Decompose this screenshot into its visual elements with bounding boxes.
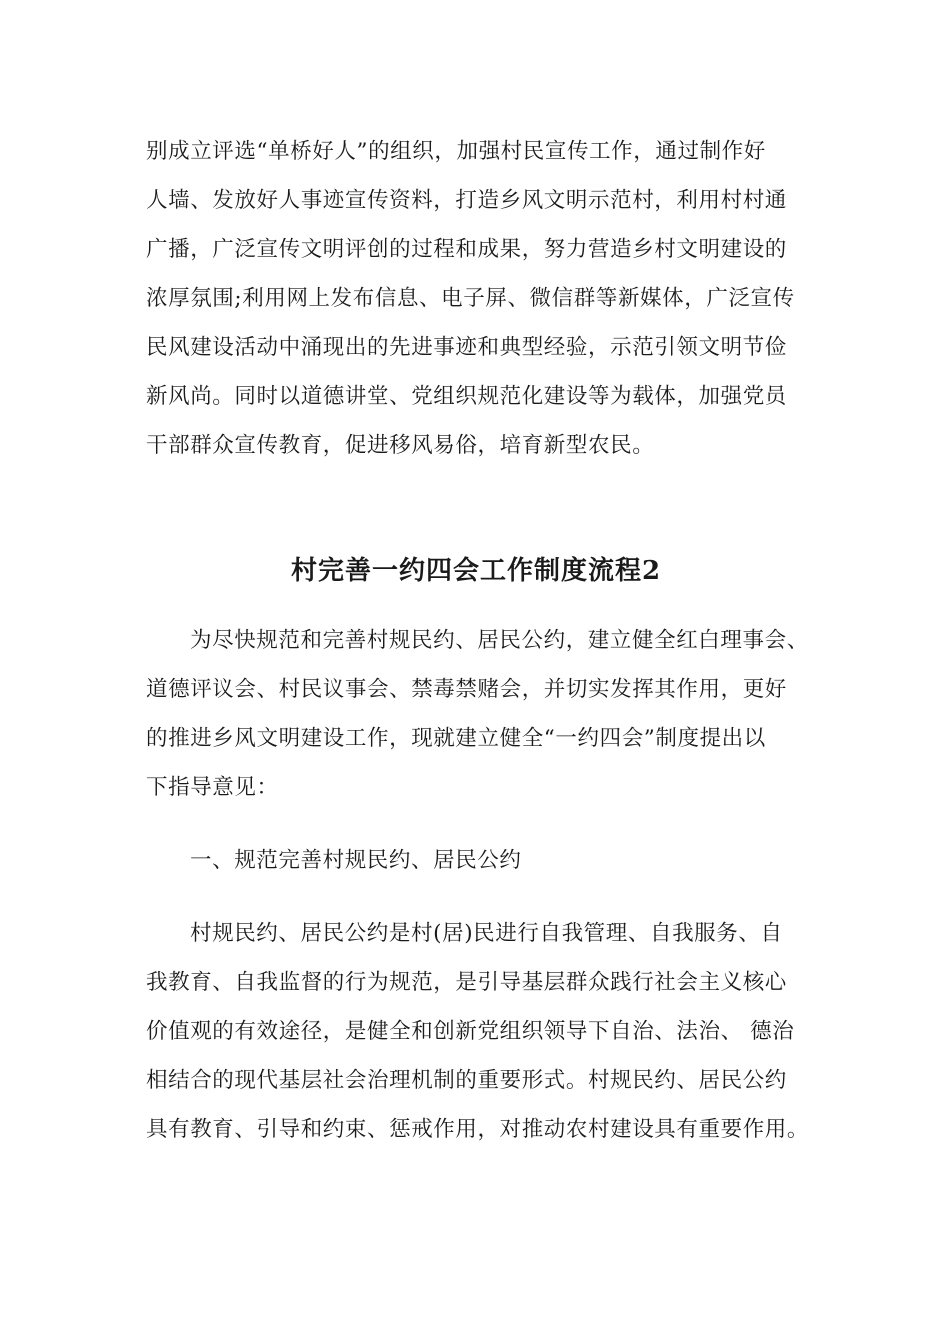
paragraph-line: 别成立评选“单桥好人”的组织，加强村民宣传工作，通过制作好 — [146, 139, 766, 164]
paragraph-line: 下指导意见： — [146, 775, 279, 800]
paragraph-line: 具有教育、引导和约束、惩戒作用，对推动农村建设具有重要作用。 — [146, 1117, 810, 1142]
document-title: 村完善一约四会工作制度流程2 — [290, 556, 662, 586]
paragraph-line: 价值观的有效途径，是健全和创新党组织领导下自治、法治、 德治 — [146, 1019, 795, 1044]
paragraph-line: 广播，广泛宣传文明评创的过程和成果，努力营造乡村文明建设的 — [146, 237, 787, 262]
paragraph-line: 为尽快规范和完善村规民约、居民公约，建立健全红白理事会、 — [190, 628, 809, 653]
paragraph-line: 干部群众宣传教育，促进移风易俗，培育新型农民。 — [146, 433, 655, 458]
paragraph-line: 浓厚氛围;利用网上发布信息、电子屏、微信群等新媒体，广泛宣传 — [146, 286, 795, 311]
paragraph-line: 道德评议会、村民议事会、禁毒禁赌会，并切实发挥其作用，更好 — [146, 677, 787, 702]
paragraph-line: 的推进乡风文明建设工作，现就建立健全“一约四会”制度提出以 — [146, 726, 766, 751]
paragraph-line: 民风建设活动中涌现出的先进事迹和典型经验，示范引领文明节俭 — [146, 335, 787, 360]
paragraph-line: 相结合的现代基层社会治理机制的重要形式。村规民约、居民公约 — [146, 1068, 787, 1093]
paragraph-line: 村规民约、居民公约是村(居)民进行自我管理、自我服务、自 — [190, 921, 783, 946]
section-heading: 一、规范完善村规民约、居民公约 — [190, 848, 522, 873]
paragraph-line: 新风尚。同时以道德讲堂、党组织规范化建设等为载体，加强党员 — [146, 384, 787, 409]
paragraph-line: 人墙、发放好人事迹宣传资料，打造乡风文明示范村，利用村村通 — [146, 188, 787, 213]
paragraph-line: 我教育、自我监督的行为规范，是引导基层群众践行社会主义核心 — [146, 970, 787, 995]
